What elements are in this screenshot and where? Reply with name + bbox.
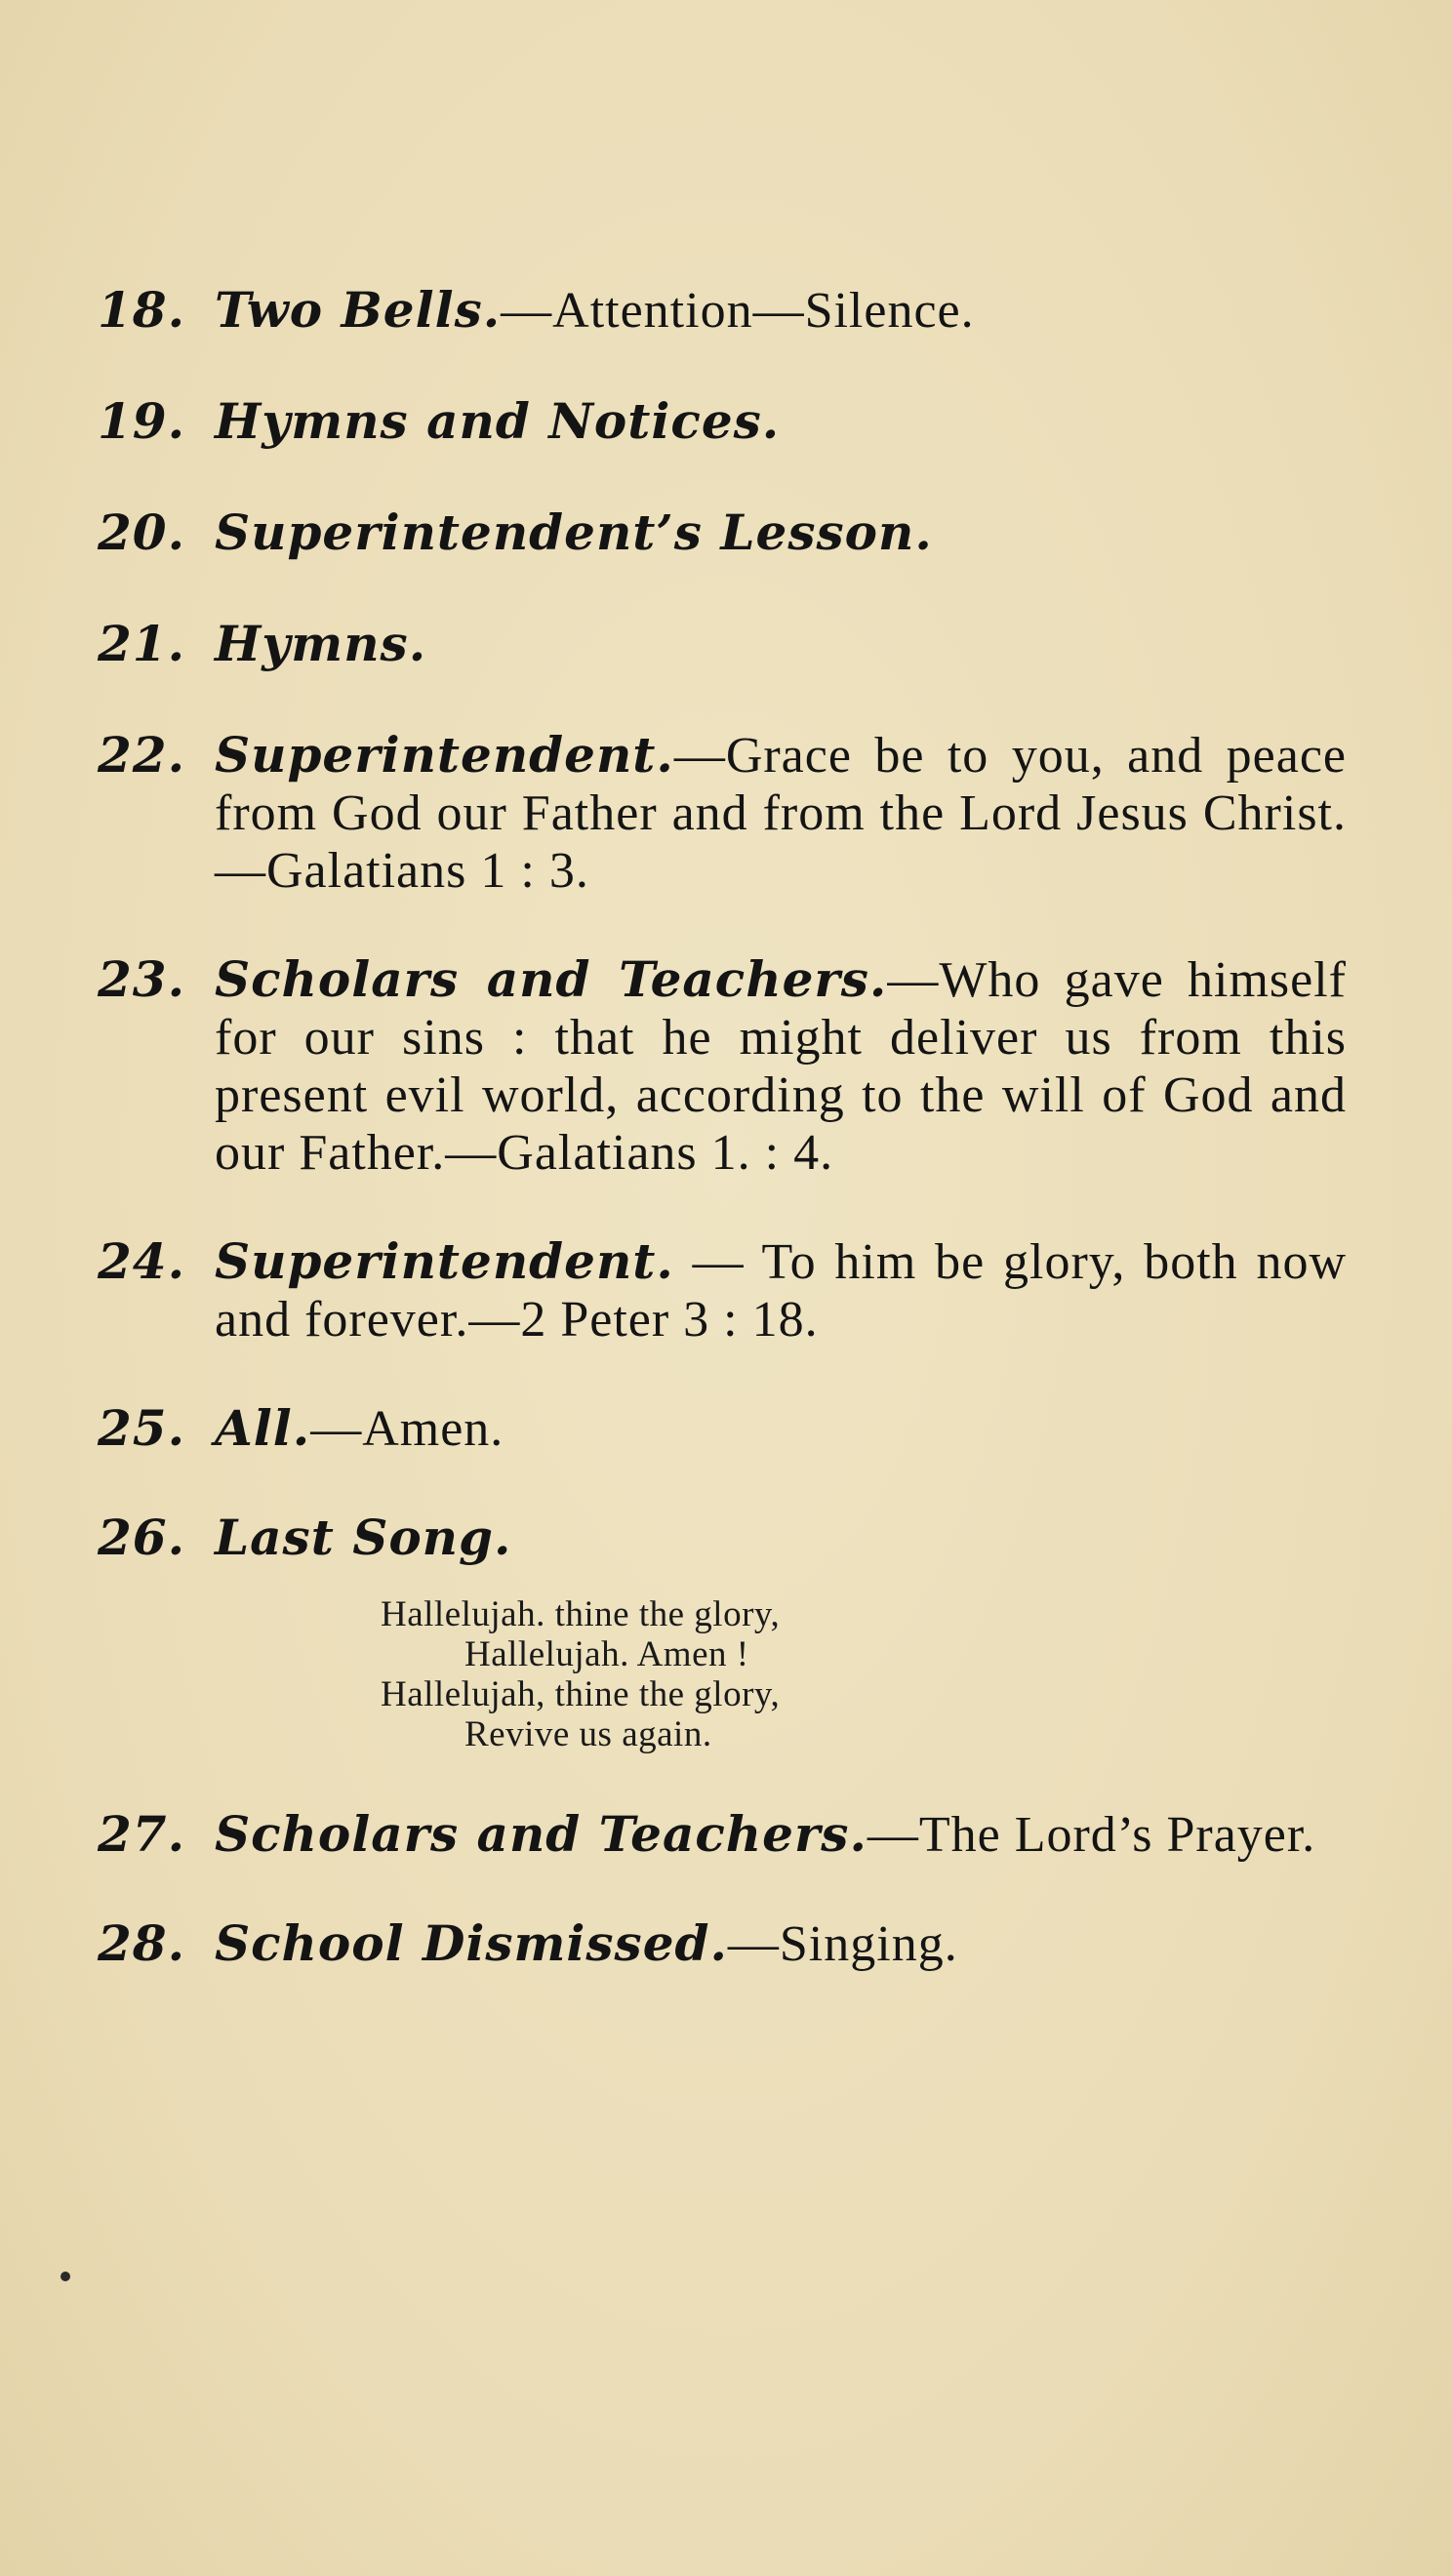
item-number: 26. [98, 1509, 185, 1566]
item-number: 21. [98, 615, 185, 672]
item-text: —The Lord’s Prayer. [867, 1807, 1316, 1863]
item-number: 27. [98, 1805, 185, 1863]
list-item [98, 1914, 1366, 1973]
item-heading: School Dismissed. [215, 1914, 728, 1972]
item-heading: Superintendent. [215, 726, 674, 784]
verse-line: Hallelujah. thine the glory, [381, 1594, 781, 1634]
item-text: —Amen. [310, 1401, 504, 1457]
item-heading: Superintendent’s Lesson. [215, 503, 933, 561]
list-item [98, 1399, 1366, 1458]
item-heading: Superintendent. [215, 1232, 674, 1290]
item-number: 24. [98, 1232, 185, 1290]
list-item [98, 281, 1366, 340]
item-text: —Singing. [727, 1916, 958, 1972]
verse-line: Hallelujah, thine the glory, [381, 1674, 781, 1714]
item-text: —Grace be to you, and peace from God our Father and from the Lord Jesus Christ.—Galatians 1 : 3. [215, 728, 1347, 899]
item-number: 20. [98, 503, 185, 561]
item-text: — To him be glory, both now and forever.—2 Peter 3 : 18. [215, 1234, 1347, 1348]
item-heading: Hymns. [215, 615, 427, 672]
list-item [98, 1805, 1347, 1864]
list-item [98, 615, 1366, 673]
item-number: 22. [98, 726, 185, 784]
list-item [98, 950, 1347, 1182]
item-heading: Hymns and Notices. [215, 392, 781, 450]
list-item [98, 392, 1366, 451]
ink-speck [60, 2272, 70, 2281]
item-number: 28. [98, 1914, 185, 1972]
item-text: —Attention—Silence. [501, 283, 975, 339]
list-item [98, 1232, 1347, 1348]
item-heading: Scholars and Teachers. [215, 950, 888, 1008]
verse-line: Revive us again. [464, 1714, 712, 1754]
item-text: —Who gave himself for our sins : that he might deliver us from this present evil world, according to the will of God and our Father.—Galatians 1. : 4. [215, 952, 1347, 1181]
list-item [98, 503, 1366, 562]
item-number: 18. [98, 281, 185, 339]
order-of-service-list [98, 281, 1366, 1973]
item-heading: Last Song. [215, 1509, 512, 1566]
item-number: 23. [98, 950, 185, 1008]
item-number: 25. [98, 1399, 185, 1457]
item-heading: All. [215, 1399, 311, 1457]
item-heading: Scholars and Teachers. [215, 1805, 867, 1863]
list-item [98, 1509, 1366, 1567]
list-item [98, 726, 1347, 900]
item-heading: Two Bells. [215, 281, 502, 339]
song-verse [381, 1594, 1366, 1754]
item-number: 19. [98, 392, 185, 450]
verse-line: Hallelujah. Amen ! [464, 1634, 749, 1674]
